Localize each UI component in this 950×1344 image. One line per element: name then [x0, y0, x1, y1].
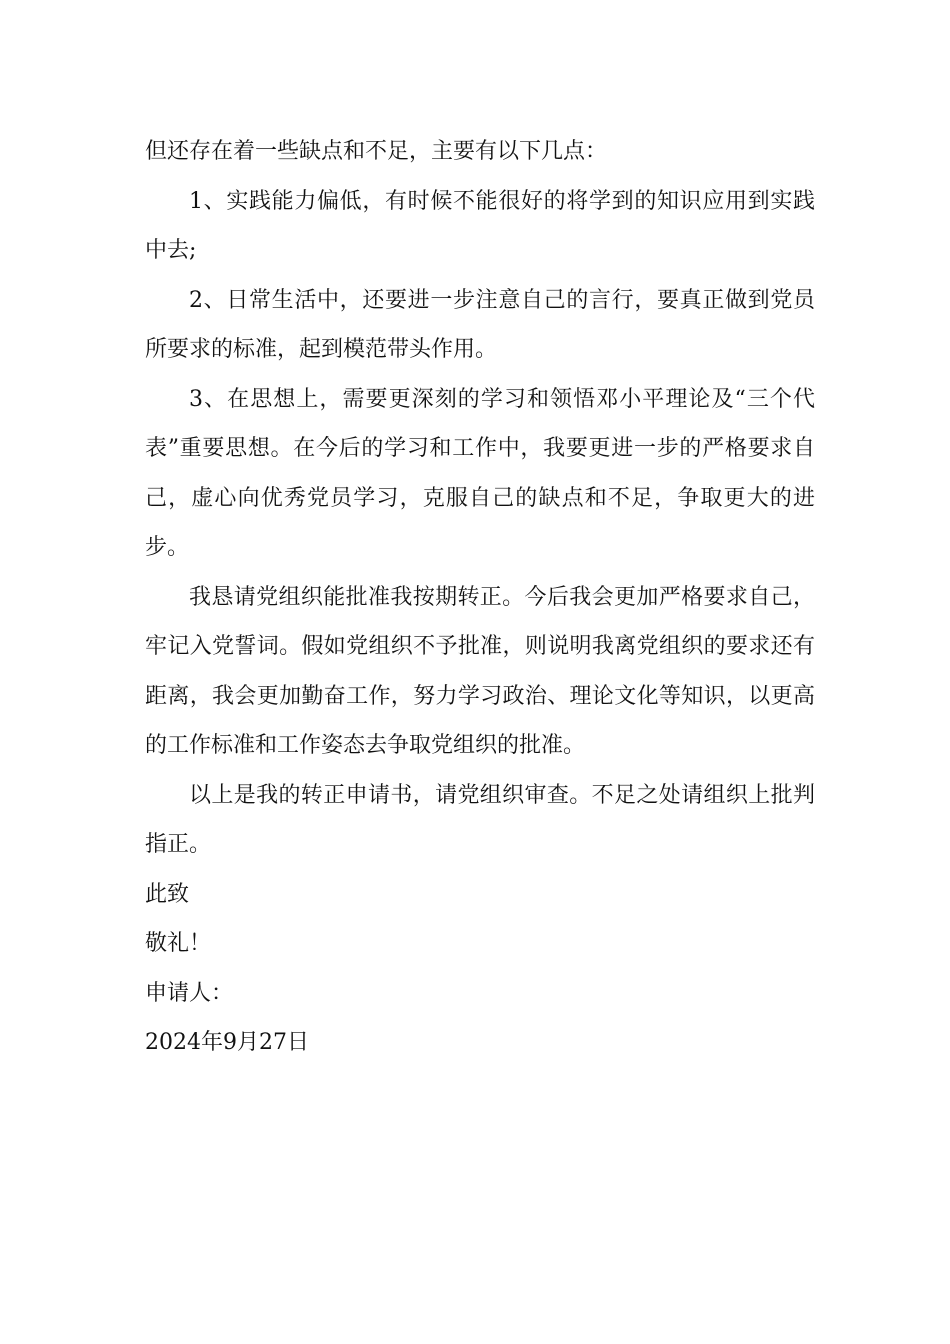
paragraph-point-3: 3、在思想上，需要更深刻的学习和领悟邓小平理论及“三个代表”重要思想。在今后的学习和工作中，我要更进一步的严格要求自己，虚心向优秀党员学习，克服自己的缺点和不足，争取更大的进步。 — [145, 386, 815, 560]
closing-greeting-2: 敬礼！ — [145, 931, 212, 956]
closing-greeting-1: 此致 — [145, 881, 190, 907]
document-body — [145, 127, 815, 1068]
paragraph-request: 我恳请党组织能批准我按期转正。今后我会更加严格要求自己，牢记入党誓词。假如党组织不予批准，则说明我离党组织的要求还有距离，我会更加勤奋工作，努力学习政治、理论文化等知识，以更高的工作标准和工作姿态去争取党组织的批准。 — [145, 584, 815, 758]
paragraph-intro: 但还存在着一些缺点和不足，主要有以下几点： — [145, 139, 608, 164]
applicant-label: 申请人： — [145, 980, 234, 1006]
paragraph-conclusion: 以上是我的转正申请书，请党组织审查。不足之处请组织上批判指正。 — [145, 782, 815, 857]
paragraph-point-2: 2、日常生活中，还要进一步注意自己的言行，要真正做到党员所要求的标准，起到模范带头作用。 — [145, 287, 815, 362]
date-line: 2024年9月27日 — [145, 1030, 309, 1055]
paragraph-point-1: 1、实践能力偏低，有时候不能很好的将学到的知识应用到实践中去; — [145, 188, 815, 263]
